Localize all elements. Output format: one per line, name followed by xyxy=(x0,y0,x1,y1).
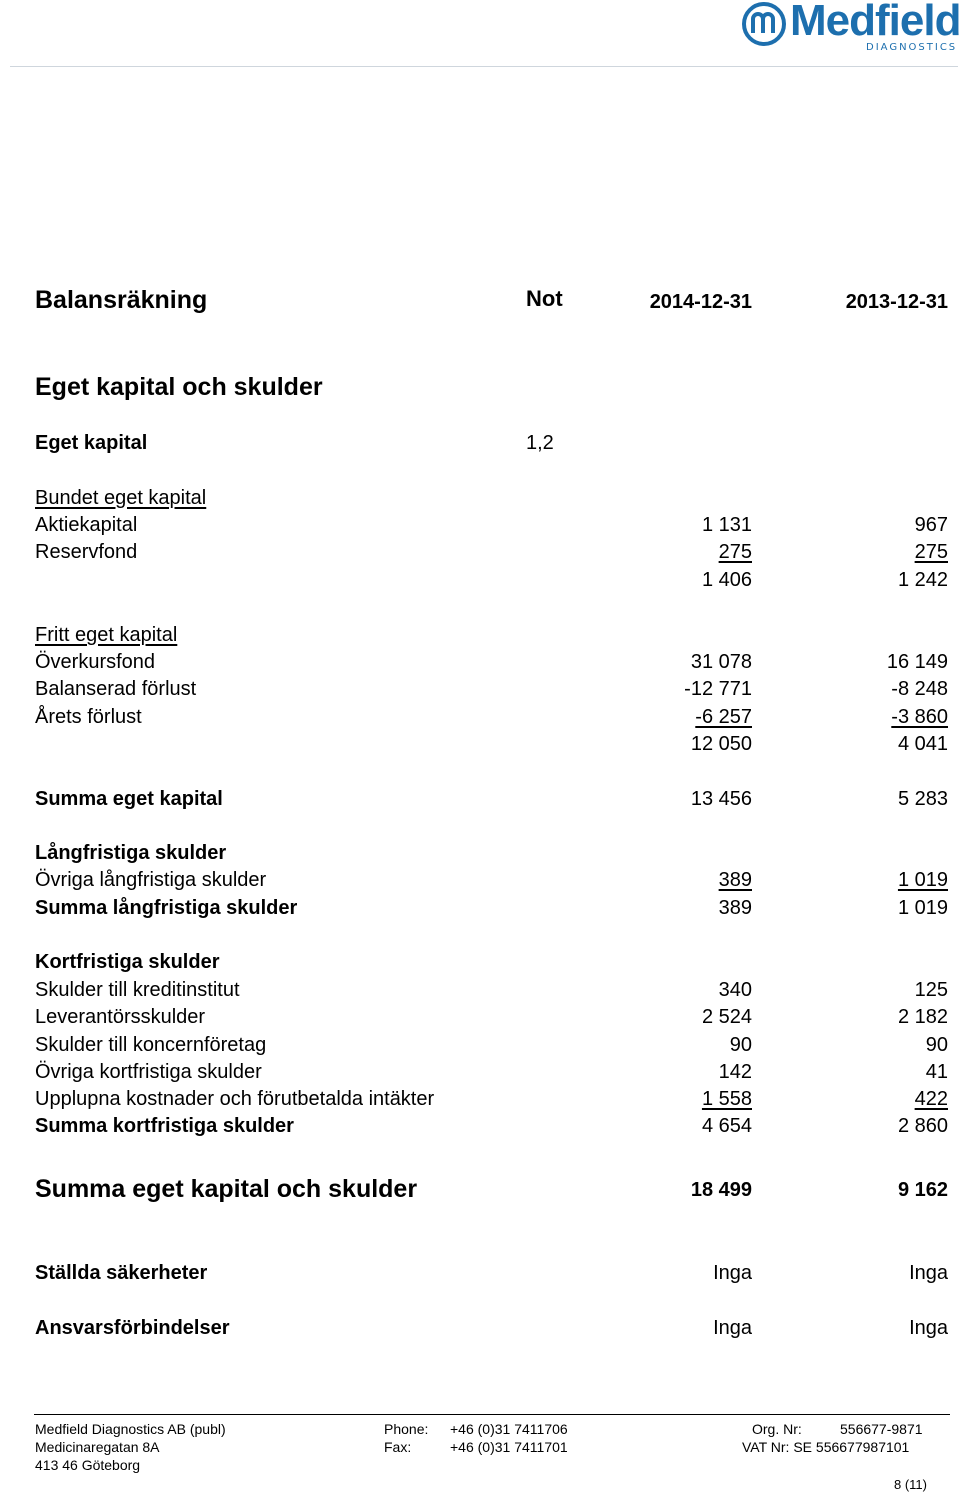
ansvarsforbindelser-2014: Inga xyxy=(713,1317,752,1339)
row-value-2014: 2 524 xyxy=(701,1006,752,1028)
summa-langfristiga-2013: 1 019 xyxy=(897,897,948,919)
footer-fax: +46 (0)31 7411701 xyxy=(450,1439,568,1455)
logo-subtitle: DIAGNOSTICS xyxy=(866,42,958,53)
summa-eget-kapital-2013: 5 283 xyxy=(897,788,948,810)
stallda-sakerheter-2013: Inga xyxy=(909,1262,948,1284)
medfield-logo-icon xyxy=(742,2,786,46)
footer-phone: +46 (0)31 7411706 xyxy=(450,1421,568,1437)
row-value-2013: -8 248 xyxy=(891,678,948,700)
fritt-subtotal-2013: 4 041 xyxy=(897,733,948,755)
grand-total-label: Summa eget kapital och skulder xyxy=(35,1175,418,1203)
row-label: Skulder till koncernföretag xyxy=(35,1034,267,1056)
column-header-2014: 2014-12-31 xyxy=(649,291,752,313)
stallda-sakerheter-label: Ställda säkerheter xyxy=(35,1262,208,1284)
footer-vat-number: VAT Nr: SE 556677987101 xyxy=(742,1439,910,1455)
page-number: 8 (11) xyxy=(894,1477,927,1492)
row-label: Aktiekapital xyxy=(35,514,138,536)
eget-kapital-heading: Eget kapital xyxy=(35,432,148,454)
row-value-2013: 967 xyxy=(914,514,948,536)
footer-city: 413 46 Göteborg xyxy=(35,1457,141,1473)
summa-kortfristiga-2013: 2 860 xyxy=(897,1115,948,1137)
logo-wordmark: Medfield xyxy=(790,0,960,45)
footer-divider xyxy=(34,1414,950,1415)
row-value-2013: 1 019 xyxy=(897,869,948,891)
footer-phone-label: Phone: xyxy=(384,1421,429,1437)
row-value-2014: -12 771 xyxy=(684,678,752,700)
row-value-2013: 90 xyxy=(925,1034,948,1056)
row-value-2014: 90 xyxy=(729,1034,752,1056)
row-label: Balanserad förlust xyxy=(35,678,197,700)
row-value-2014: 142 xyxy=(718,1061,752,1083)
row-value-2013: 16 149 xyxy=(886,651,948,673)
row-value-2014: 389 xyxy=(718,869,752,891)
medfield-logo xyxy=(742,0,960,56)
row-value-2013: 2 182 xyxy=(897,1006,948,1028)
bundet-subtotal-2014: 1 406 xyxy=(701,569,752,591)
row-label: Överkursfond xyxy=(35,651,156,673)
row-label: Övriga långfristiga skulder xyxy=(35,869,267,891)
footer-org-number: 556677-9871 xyxy=(840,1421,923,1437)
column-header-2013: 2013-12-31 xyxy=(845,291,948,313)
row-value-2013: 275 xyxy=(914,541,948,563)
fritt-heading: Fritt eget kapital xyxy=(35,624,178,646)
row-value-2014: 1 558 xyxy=(701,1088,752,1110)
row-value-2013: 422 xyxy=(914,1088,948,1110)
stallda-sakerheter-2014: Inga xyxy=(713,1262,752,1284)
row-value-2013: 41 xyxy=(925,1061,948,1083)
eget-kapital-note: 1,2 xyxy=(526,432,554,454)
row-value-2013: -3 860 xyxy=(891,706,948,728)
row-value-2014: -6 257 xyxy=(695,706,752,728)
ansvarsforbindelser-2013: Inga xyxy=(909,1317,948,1339)
bundet-heading: Bundet eget kapital xyxy=(35,487,207,509)
row-value-2013: 125 xyxy=(914,979,948,1001)
footer-fax-label: Fax: xyxy=(384,1439,412,1455)
not-column-header: Not xyxy=(526,286,563,311)
ansvarsforbindelser-label: Ansvarsförbindelser xyxy=(35,1317,230,1339)
langfristiga-heading: Långfristiga skulder xyxy=(35,842,227,864)
row-label: Skulder till kreditinstitut xyxy=(35,979,240,1001)
header-divider xyxy=(10,66,958,67)
summa-kortfristiga-2014: 4 654 xyxy=(701,1115,752,1137)
section-title: Eget kapital och skulder xyxy=(35,373,323,401)
footer-company: Medfield Diagnostics AB (publ) xyxy=(35,1421,226,1437)
row-label: Upplupna kostnader och förutbetalda intäkter xyxy=(35,1088,435,1110)
footer-street: Medicinaregatan 8A xyxy=(35,1439,160,1455)
bundet-subtotal-2013: 1 242 xyxy=(897,569,948,591)
grand-total-2014: 18 499 xyxy=(690,1179,752,1201)
row-value-2014: 1 131 xyxy=(701,514,752,536)
row-label: Leverantörsskulder xyxy=(35,1006,206,1028)
fritt-subtotal-2014: 12 050 xyxy=(690,733,752,755)
row-value-2014: 31 078 xyxy=(690,651,752,673)
footer-org-label: Org. Nr: xyxy=(752,1421,802,1437)
summa-eget-kapital-2014: 13 456 xyxy=(690,788,752,810)
grand-total-2013: 9 162 xyxy=(897,1179,948,1201)
summa-eget-kapital-label: Summa eget kapital xyxy=(35,788,223,810)
row-label: Årets förlust xyxy=(35,706,142,728)
row-value-2014: 340 xyxy=(718,979,752,1001)
summa-kortfristiga-label: Summa kortfristiga skulder xyxy=(35,1115,294,1137)
summa-langfristiga-label: Summa långfristiga skulder xyxy=(35,897,298,919)
summa-langfristiga-2014: 389 xyxy=(718,897,752,919)
row-label: Övriga kortfristiga skulder xyxy=(35,1061,262,1083)
row-label: Reservfond xyxy=(35,541,138,563)
row-value-2014: 275 xyxy=(718,541,752,563)
document-title: Balansräkning xyxy=(35,286,208,314)
kortfristiga-heading: Kortfristiga skulder xyxy=(35,951,220,973)
